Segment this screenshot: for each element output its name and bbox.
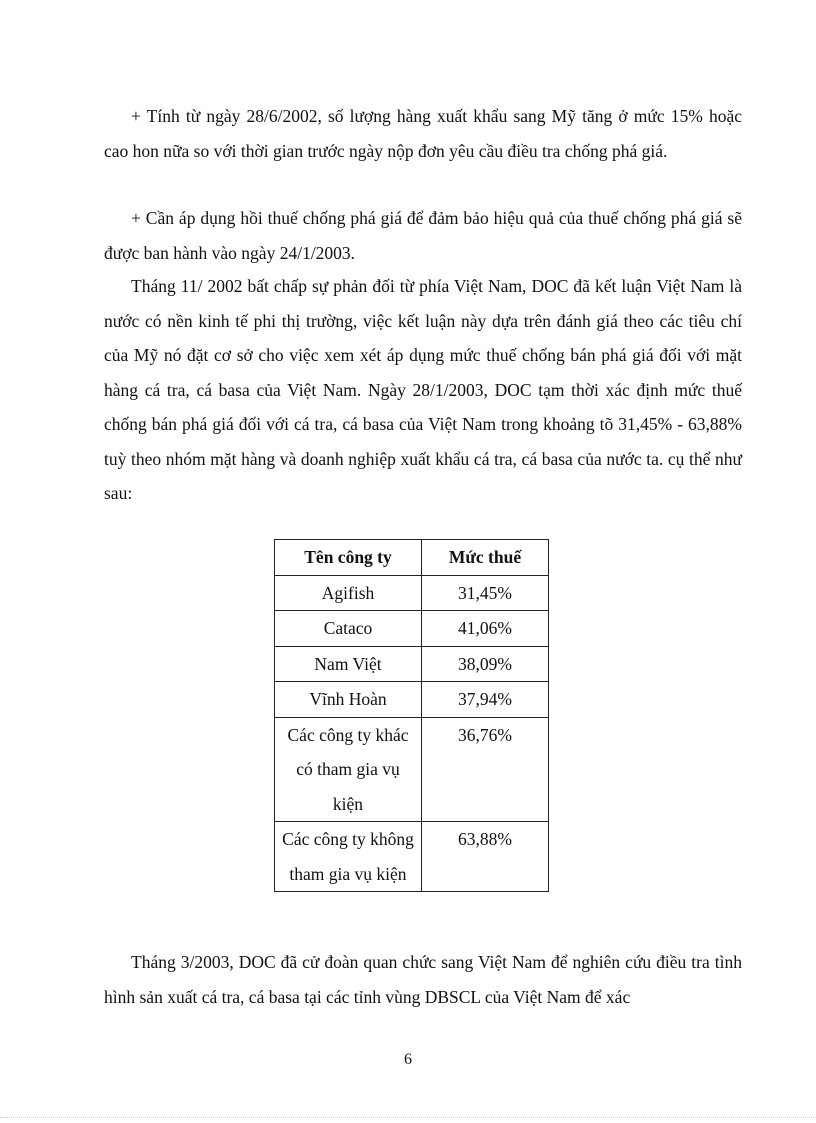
duty-rate-table [274, 539, 549, 892]
table-row [275, 646, 549, 682]
paragraph-3: Tháng 11/ 2002 bất chấp sự phản đối từ phía Việt Nam, DOC đã kết luận Việt Nam là nước có nền kinh tế phi thị trường, việc kết luận này dựa trên đánh giá theo các tiêu chí của Mỹ nó đặt cơ sở cho việc xem xét áp dụng mức thuế chống bán phá giá đối với mặt hàng cá tra, cá basa của Việt Nam. Ngày 28/1/2003, DOC tạm thời xác định mức thuế chống bán phá giá đối với cá tra, cá basa của Việt Nam trong khoảng tõ 31,45% - 63,88% tuỳ theo nhóm mặt hàng và doanh nghiệp xuất khẩu cá tra, cá basa của nước ta. cụ thể như sau: [104, 276, 742, 503]
table-row [275, 682, 549, 718]
duty-rate-cell: 37,94% [422, 682, 549, 718]
company-name-cell: Các công ty khác có tham gia vụ kiện [275, 717, 422, 822]
table-row [275, 575, 549, 611]
table-row [275, 717, 549, 822]
header-company-name: Tên công ty [275, 540, 422, 576]
company-name-cell: Vĩnh Hoàn [275, 682, 422, 718]
company-name-cell: Nam Việt [275, 646, 422, 682]
page-number: 6 [404, 1051, 412, 1068]
paragraph-2: + Cần áp dụng hồi thuế chống phá giá để đảm bảo hiệu quả của thuế chống phá giá sẽ được ban hành vào ngày 24/1/2003. [104, 208, 742, 263]
duty-rate-cell: 38,09% [422, 646, 549, 682]
duty-rate-cell: 63,88% [422, 822, 549, 892]
table-header-row [275, 540, 549, 576]
table-row [275, 822, 549, 892]
paragraph-4: Tháng 3/2003, DOC đã cử đoàn quan chức sang Việt Nam để nghiên cứu điều tra tình hình sản xuất cá tra, cá basa tại các tỉnh vùng DBSCL của Việt Nam để xác [104, 952, 742, 1007]
paragraph-1: + Tính từ ngày 28/6/2002, số lượng hàng xuất khẩu sang Mỹ tăng ở mức 15% hoặc cao hon nữa so với thời gian trước ngày nộp đơn yêu cầu điều tra chống phá giá. [104, 106, 742, 161]
duty-rate-cell: 36,76% [422, 717, 549, 822]
duty-rate-cell: 31,45% [422, 575, 549, 611]
table-row [275, 611, 549, 647]
duty-rate-cell: 41,06% [422, 611, 549, 647]
company-name-cell: Agifish [275, 575, 422, 611]
company-name-cell: Cataco [275, 611, 422, 647]
page-bottom-divider [0, 1117, 816, 1118]
company-name-cell: Các công ty không tham gia vụ kiện [275, 822, 422, 892]
header-duty-rate: Mức thuế [422, 540, 549, 576]
